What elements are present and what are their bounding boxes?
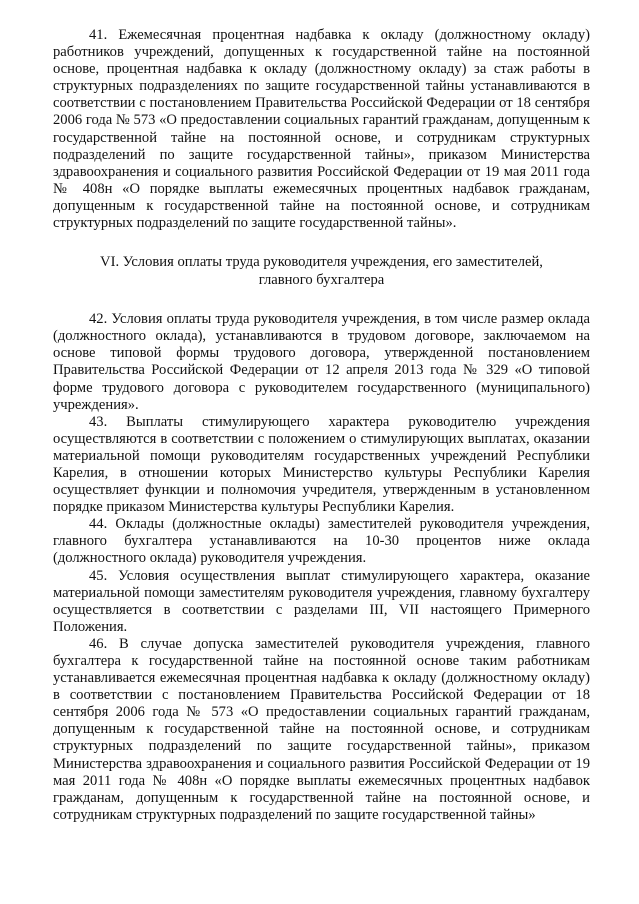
paragraph-42: 42. Условия оплаты труда руководителя учреждения, в том числе размер оклада (должностного оклада), устанавливаются в трудовом договоре, заключаемом на основе типовой формы трудового договора, утвержденной постановлением Правительства Российской Федерации от 12 апреля 2013 года № 329 «О типовой форме трудового договора с руководителем государственного (муниципального) учреждения». [53, 311, 590, 413]
section-heading [53, 253, 590, 289]
paragraph-44: 44. Оклады (должностные оклады) заместителей руководителя учреждения, главного бухгалтера устанавливаются на 10-30 процентов ниже оклада (должностного оклада) руководителя учреждения. [53, 516, 590, 567]
section-heading-line1: VI. Условия оплаты труда руководителя учреждения, его заместителей, [100, 254, 543, 271]
paragraph-41: 41. Ежемесячная процентная надбавка к окладу (должностному окладу) работников учреждений, допущенных к государственной тайне на постоянной основе, процентная надбавка к окладу (должностному окладу) за стаж работы в структурных подразделениях по защите государственной тайны устанавливаются в соответствии с постановлением Правительства Российской Федерации от 18 сентября 2006 года № 573 «О предоставлении социальных гарантий гражданам, допущенным к государственной тайне на постоянной основе, и сотрудникам структурных подразделений по защите государственной тайны», приказом Министерства здравоохранения и социального развития Российской Федерации от 19 мая 2011 года № 408н «О порядке выплаты ежемесячных процентных надбавок гражданам, допущенным к государственной тайне на постоянной основе, и сотрудникам структурных подразделений по защите государственной тайны». [53, 27, 590, 232]
paragraph-43: 43. Выплаты стимулирующего характера руководителю учреждения осуществляются в соответствии с положением о стимулирующих выплатах, оказании материальной помощи руководителям государственных учреждений Республики Карелия, в отношении которых Министерство культуры Республики Карелия осуществляет функции и полномочия учредителя, утвержденным в установленном порядке приказом Министерства культуры Республики Карелия. [53, 413, 590, 516]
section-heading-line2: главного бухгалтера [258, 272, 385, 289]
document-page [53, 27, 590, 824]
paragraph-45: 45. Условия осуществления выплат стимулирующего характера, оказание материальной помощи заместителям руководителя учреждения, главному бухгалтеру осуществляется в соответствии с разделами III, VII настоящего Примерного Положения. [53, 567, 590, 635]
paragraph-46: 46. В случае допуска заместителей руководителя учреждения, главного бухгалтера к государственной тайне на постоянной основе таким работникам устанавливается ежемесячная процентная надбавка к окладу (должностному окладу) в соответствии с постановлением Правительства Российской Федерации от 18 сентября 2006 года № 573 «О предоставлении социальных гарантий гражданам, допущенным к государственной тайне на постоянной основе, и сотрудникам структурных подразделений по защите государственной тайны», приказом Министерства здравоохранения и социального развития Российской Федерации от 19 мая 2011 года № 408н «О порядке выплаты ежемесячных процентных надбавок гражданам, допущенным к государственной тайне на постоянной основе, и сотрудникам структурных подразделений по защите государственной тайны» [53, 635, 590, 823]
